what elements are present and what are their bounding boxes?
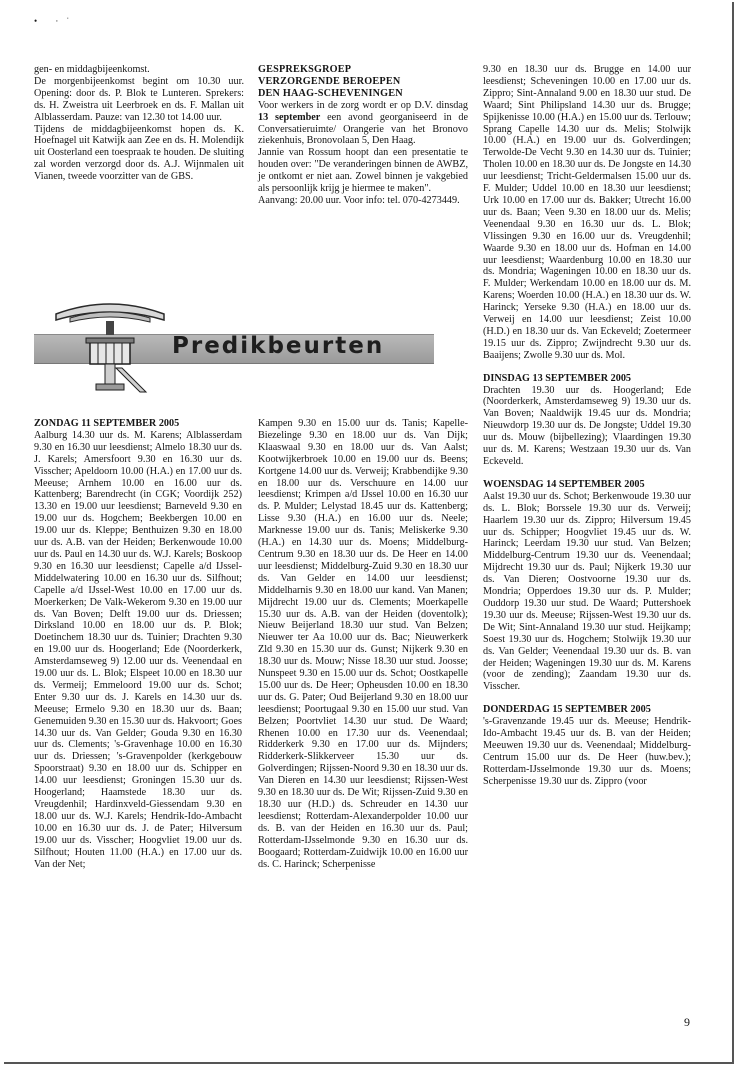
gespreksgroep-paragraph [258,100,468,148]
sunday-list-part-3: 9.30 en 18.30 uur ds. Brugge en 14.00 uur leesdienst; Scheveningen 10.00 en 17.00 uur ds. Zippro; Sint-Annaland 9.00 en 18.30 uur stud. De Waard; Sint Philipsland 14.30 uur ds. Brugge; Spijkenisse 10.00 (H.A.) en 15.00 uur ds. Terlouw; Sprang Capelle 14.30 uur ds. Melis; Stolwijk 10.00 (H.A.) en 19.00 uur ds. Golverdingen; Terwolde-De Vecht 9.30 en 14.30 uur ds. Tuinier; Tholen 10.00 en 18.30 uur ds. De Jongste en 14.30 uur leesdienst; Tricht-Geldermalsen 15.00 uur ds. F. Mulder; Uddel 10.00 en 18.30 uur leesdienst; Urk 10.00 en 17.00 uur ds. Bakker; Utrecht 16.00 uur ds. Baan; Veen 9.30 en 18.00 uur ds. Melis; Veenendaal 9.30 en 16.30 uur ds. L. Blok; Vlissingen 9.30 en 16.00 uur ds. Vreugdenhil; Waarde 9.30 en 18.00 uur ds. Hofman en 14.00 uur leesdienst; Waardenburg 10.00 en 18.30 uur ds. Mondria; Wageningen 10.00 en 18.30 uur ds. F. Mulder; Werkendam 10.00 en 18.00 uur ds. M. Karens; Woerden 10.00 (H.A.) en 18.30 uur ds. W. Harinck; Yerseke 9.30 (H.A.) en 18.00 uur ds. Verweij en 14.00 uur leesdienst; Zeist 10.00 (H.D.) en 18.30 uur ds. Van Eckeveld; Zoetermeer 19.15 uur ds. Zippro; Zwijndrecht 9.30 uur ds. Baaijens; Zwolle 9.30 uur ds. Mol. [483,64,691,361]
intro-paragraph: gen- en middagbijeenkomst. [34,64,150,75]
gespreksgroep-date: 13 september [258,111,321,123]
right-column [483,64,691,788]
sunday-list-part-1: Aalburg 14.30 uur ds. M. Karens; Alblasserdam 9.30 en 16.30 uur leesdienst; Almelo 18.30 uur ds. J. Karels; Amersfoort 9.30 en 16.30 uur ds. Visscher; Apeldoorn 10.00 (H.A.) en 17.00 uur ds. Meeuse; Arnhem 10.00 en 16.00 uur ds. Kattenberg; Barendrecht (in CGK; Voordijk 252) 13.30 en 19.00 uur leesdienst; Barneveld 9.30 en 19.00 uur ds. Hogchem; Beekbergen 10.00 en 19.00 uur ds. Kleppe; Benthuizen 9.30 en 18.00 uur ds. A.B. van der Heiden; Berkenwoude 10.00 uur ds. Paul en 14.30 uur ds. W.J. Karels; Boskoop 9.30 en 16.30 uur leesdienst; Capelle a/d IJssel-Middelwatering 10.00 en 16.30 uur ds. Silfhout; Capelle a/d IJssel-West 10.00 en 17.00 uur ds. Moerkerken; De Valk-Wekerom 9.30 en 19.00 uur ds. Van Boven; Delft 19.00 uur ds. Driessen; Dirksland 10.00 en 18.00 uur ds. P. Blok; Doetinchem 18.30 uur ds. Tuinier; Drachten 9.30 en 19.00 uur ds. Hoogerland; Ede (Noorderkerk, Amsterdamseweg 9) 12.00 uur ds. Veenendaal en 19.00 uur ds. L. Blok; Elspeet 10.00 en 18.30 uur ds. Vermeij; Emmeloord 19.00 uur ds. Schot; Enter 9.30 uur ds. J. Karels en 14.30 uur ds. Meeuse; Ermelo 9.30 en 18.30 uur ds. Baan; Genemuiden 9.30 en 15.30 uur ds. Hakvoort; Goes 14.30 uur ds. Van Gelder; Gouda 9.30 en 16.30 uur ds. Clements; 's-Gravenhage 10.00 en 16.30 uur ds. Driessen; 's-Gravenpolder (kerkgebouw Spoorstraat) 9.30 en 18.00 uur ds. Schipper en 14.00 uur leesdienst; Groningen 15.30 uur ds. Hoogerland; Haamstede 18.30 uur ds. Vreugdenhil; Hardinxveld-Giessendam 9.30 en 18.00 uur ds. W.J. Karels; Hendrik-Ido-Ambacht 10.00 en 16.30 uur ds. J. de Pater; Hilversum 19.00 uur ds. Visscher; Hoogvliet 19.00 uur ds. Silfhout; Houten 11.00 (H.A.) en 17.00 uur ds. Van der Net; [34,429,242,870]
intro-column [34,64,244,183]
wednesday-heading: WOENSDAG 14 SEPTEMBER 2005 [483,478,645,490]
gespreksgroep-column [258,64,468,207]
gespreksgroep-heading-line: DEN HAAG-SCHEVENINGEN [258,87,403,99]
page-number: 9 [684,1015,690,1029]
tuesday-heading: DINSDAG 13 SEPTEMBER 2005 [483,372,632,384]
thursday-heading: DONDERDAG 15 SEPTEMBER 2005 [483,704,651,716]
predikbeurten-banner [34,296,434,396]
sunday-column-2 [258,418,468,870]
scan-specks: • ·ˈ [34,16,78,26]
intro-paragraph: Tijdens de middagbijeenkomst hopen ds. K. Hoefnagel uit Katwijk aan Zee en ds. H. Molendijk uit Oosterland een toespraak te houden. De sluiting zal worden verzorgd door ds. A.J. Wijnmalen uit Vianen, tweede voorzitter van de GBS. [34,123,244,183]
gespreksgroep-heading-line: GESPREKSGROEP [258,64,352,75]
gespreksgroep-paragraph: Aanvang: 20.00 uur. Voor info: tel. 070-4273449. [258,194,460,206]
sunday-column-1 [34,418,242,870]
tuesday-list: Drachten 19.30 uur ds. Hoogerland; Ede (Noorderkerk, Amsterdamseweg 9) 19.30 uur ds. Van Boven; Naaldwijk 19.45 uur ds. Mondria; Nieuwdorp 19.30 uur ds. De Jongste; Uddel 19.30 uur ds. Mouw (bijbellezing); Vlaardingen 19.30 uur ds. M. Karens; Westzaan 19.30 uur ds. Van Eckeveld. [483,384,691,467]
intro-paragraph: De morgenbijeenkomst begint om 10.30 uur. Opening: door ds. P. Blok te Lunteren. Sprekers: ds. H. Zweistra uit Leerbroek en ds. F. Mallan uit Alblasserdam. Pauze: van 12.30 tot 14.00 uur. [34,75,244,123]
sunday-heading: ZONDAG 11 SEPTEMBER 2005 [34,418,180,429]
wednesday-list: Aalst 19.30 uur ds. Schot; Berkenwoude 19.30 uur ds. L. Blok; Borssele 19.30 uur ds. Verweij; Haarlem 19.30 uur ds. Zippro; Hilversum 19.45 uur ds. Schipper; Hoogvliet 19.45 uur ds. W. Harinck; Leerdam 19.30 uur stud. Van Belzen; Middelburg-Centrum 19.30 uur ds. Veenendaal; Mijdrecht 19.30 uur ds. Paul; Nijkerk 19.30 uur ds. Van Dieren; Oostvoorne 19.30 uur ds. Mondria; Opperdoes 19.30 uur ds. P. Mulder; Ouddorp 19.30 uur stud. De Waard; Puttershoek 19.30 uur ds. Meeuse; Rijssen-West 19.30 uur ds. De Wit; Sint-Annaland 19.30 uur stud. Heijkamp; Soest 19.30 uur ds. Hogchem; Stolwijk 19.30 uur ds. Van Gelder; Veenendaal 19.30 uur ds. B. van der Heiden; Wageningen 19.30 uur ds. M. Karens (voor de zending); Zaandam 19.30 uur ds. Visscher. [483,490,691,693]
thursday-list: 's-Gravenzande 19.45 uur ds. Meeuse; Hendrik-Ido-Ambacht 19.45 uur ds. B. van der Heiden; Meeuwen 19.30 uur ds. Veenendaal; Middelburg-Centrum 15.00 uur ds. De Heer (huw.bev.); Rotterdam-IJsselmonde 19.30 uur ds. Moens; Scherpenisse 19.30 uur ds. Zippro (voor [483,716,691,787]
gespreksgroep-text: een avond georganiseerd in de Conversatieruimte/ Orangerie van het Bronovo ziekenhuis, Bronovolaan 5, Den Haag. [258,111,469,147]
banner-title: Predikbeurten [172,333,385,359]
pulpit-icon [50,296,170,396]
gespreksgroep-heading-line: VERZORGENDE BEROEPEN [258,75,401,87]
sunday-list-part-2: Kampen 9.30 en 15.00 uur ds. Tanis; Kapelle-Biezelinge 9.30 en 18.00 uur ds. Van Dijk; Klaaswaal 9.30 en 18.00 uur ds. Van Aalst; Kootwijkerbroek 10.00 en 19.00 uur ds. Beens; Kortgene 14.00 uur ds. Verweij; Krabbendijke 9.30 en 18.00 uur ds. Verschuure en 14.00 uur leesdienst; Krimpen a/d IJssel 10.00 en 16.30 uur ds. P. Mulder; Lelystad 18.45 uur ds. Kattenberg; Lisse 9.30 (H.A.) en 16.00 uur ds. Neele; Marknesse 19.00 uur ds. Tanis; Meliskerke 9.30 (H.A.) en 14.30 uur ds. Moens; Middelburg-Centrum 9.30 en 18.30 uur ds. De Heer en 14.00 uur leesdienst; Middelburg-Zuid 9.30 en 18.30 uur ds. Van Gelder en 14.00 uur leesdienst; Middelharnis 9.30 en 18.00 uur kand. Van Manen; Mijdrecht 19.00 uur ds. Clements; Moerkapelle 15.30 uur ds. A.B. van der Heiden (doventolk); Nieuw Beijerland 18.30 uur stud. Van Belzen; Nieuwer ter Aa 10.00 uur ds. Bac; Nieuwerkerk Zld 9.30 en 15.30 uur ds. Gunst; Nijkerk 9.30 en 18.30 uur ds. Mouw; Nisse 18.30 uur stud. Joosse; Nunspeet 9.30 en 15.00 uur ds. Schot; Oostkapelle 15.00 uur ds. De Heer; Opheusden 10.00 en 18.30 uur ds. G. Pater; Oud Beijerland 9.30 en 18.00 uur leesdienst; Poortugaal 9.30 en 15.00 uur stud. Van Belzen; Poortvliet 14.30 uur stud. De Waard; Rhenen 10.00 en 17.30 uur ds. Veenendaal; Ridderkerk 9.30 en 17.00 uur ds. Mijnders; Ridderkerk-Slikkerveer 15.30 uur ds. Golverdingen; Rijssen-Noord 9.30 en 18.30 uur ds. Van Dieren en 14.30 uur leesdienst; Rijssen-West 9.30 en 18.30 uur ds. De Wit; Rijssen-Zuid 9.30 en 18.30 uur (H.D.) ds. Schreuder en 14.30 uur leesdienst; Rotterdam-Alexanderpolder 10.00 uur ds. B. van der Heiden en 16.30 uur ds. Paul; Rotterdam-IJsselmonde 9.30 en 16.30 uur ds. Boogaard; Rotterdam-Zuidwijk 10.00 en 16.00 uur ds. C. Harinck; Scherpenisse [258,418,468,870]
gespreksgroep-text: Voor werkers in de zorg wordt er op D.V. dinsdag [258,99,468,111]
gespreksgroep-paragraph: Jannie van Rossum hoopt dan een presentatie te houden over: "De veranderingen binnen de AWBZ, je ontkomt er niet aan. Zowel binnen je vakgebied als persoonlijk krijg je hiermee te maken". [258,147,468,195]
